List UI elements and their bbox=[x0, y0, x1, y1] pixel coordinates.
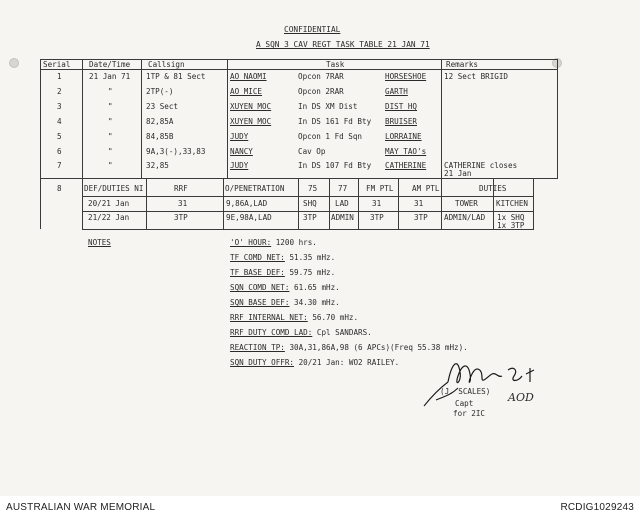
duties-cell: ADMIN/LAD bbox=[444, 213, 486, 222]
document-title: A SQN 3 CAV REGT TASK TABLE 21 JAN 71 bbox=[256, 40, 430, 49]
note-label: SQN BASE DEF: bbox=[230, 298, 290, 307]
row-callsign: 82,85A bbox=[146, 117, 174, 126]
note-line bbox=[230, 238, 317, 247]
row-task-location: HORSESHOE bbox=[385, 72, 427, 81]
table-rule bbox=[146, 178, 147, 230]
duties-cell: 3TP bbox=[414, 213, 428, 222]
table-rule bbox=[40, 69, 558, 70]
row-task-location: MAY TAO's bbox=[385, 147, 427, 156]
note-value: Cpl SANDARS. bbox=[316, 328, 372, 337]
duties-serial: 8 bbox=[57, 184, 62, 193]
col-header-task: Task bbox=[326, 60, 345, 69]
note-label: 'O' HOUR: bbox=[230, 238, 272, 247]
duties-cell: 3TP bbox=[174, 213, 188, 222]
row-task: In DS XM Dist bbox=[298, 102, 358, 111]
note-label: SQN DUTY OFFR: bbox=[230, 358, 295, 367]
note-line bbox=[230, 328, 372, 337]
duties-cell: TOWER bbox=[455, 199, 478, 208]
duties-cell: KITCHEN bbox=[496, 199, 529, 208]
duties-header: DUTIES bbox=[479, 184, 507, 193]
table-rule bbox=[82, 178, 83, 230]
row-callsign: 23 Sect bbox=[146, 102, 179, 111]
signatory-role: for 2IC bbox=[453, 409, 486, 418]
row-task: In DS 161 Fd Bty bbox=[298, 117, 372, 126]
row-serial: 4 bbox=[57, 117, 62, 126]
duties-cell: 9E,98A,LAD bbox=[226, 213, 272, 222]
row-task-callsign: XUYEN MOC bbox=[230, 117, 272, 126]
duties-header: 77 bbox=[338, 184, 348, 193]
duties-header: 75 bbox=[308, 184, 318, 193]
row-task-location: DIST HQ bbox=[385, 102, 418, 111]
note-label: TF BASE DEF: bbox=[230, 268, 285, 277]
table-rule bbox=[82, 211, 534, 212]
table-rule bbox=[82, 59, 83, 179]
classification-label: CONFIDENTIAL bbox=[284, 25, 341, 34]
row-task-location: GARTH bbox=[385, 87, 408, 96]
duties-cell: 3TP bbox=[303, 213, 317, 222]
duties-cell: 21/22 Jan bbox=[88, 213, 130, 222]
duties-header: AM PTL bbox=[412, 184, 440, 193]
note-line bbox=[230, 268, 335, 277]
row-task: Opcon 7RAR bbox=[298, 72, 344, 81]
row-task-callsign: AO NAOMI bbox=[230, 72, 267, 81]
archive-id: RCDIG1029243 bbox=[560, 502, 634, 513]
note-value: 61.65 mHz. bbox=[294, 283, 340, 292]
duties-header: DEF/DUTIES NI bbox=[84, 184, 144, 193]
row-task: Opcon 1 Fd Sqn bbox=[298, 132, 363, 141]
duties-header: RRF bbox=[174, 184, 188, 193]
note-label: TF COMD NET: bbox=[230, 253, 285, 262]
row-task-callsign: JUDY bbox=[230, 132, 249, 141]
row-task: In DS 107 Fd Bty bbox=[298, 161, 372, 170]
table-rule bbox=[557, 59, 558, 179]
duties-cell: 9,86A,LAD bbox=[226, 199, 268, 208]
signatory-rank: Capt bbox=[455, 399, 474, 408]
note-value: 56.70 mHz. bbox=[312, 313, 359, 322]
row-remarks: CATHERINE closes bbox=[444, 161, 518, 170]
row-serial: 1 bbox=[57, 72, 62, 81]
table-rule bbox=[533, 178, 534, 230]
note-value: 20/21 Jan: WO2 RAILEY. bbox=[298, 358, 400, 367]
row-task-location: CATHERINE bbox=[385, 161, 427, 170]
row-task-location: LORRAINE bbox=[385, 132, 422, 141]
note-label: RRF DUTY COMD LAD: bbox=[230, 328, 313, 337]
row-task-callsign: XUYEN MOC bbox=[230, 102, 272, 111]
note-value: 59.75 mHz. bbox=[289, 268, 336, 277]
table-rule bbox=[82, 229, 534, 230]
handwritten-note: AOD bbox=[508, 391, 534, 404]
punch-hole bbox=[9, 58, 19, 68]
row-date: " bbox=[108, 161, 113, 170]
table-rule bbox=[40, 178, 558, 179]
archive-footer bbox=[0, 496, 640, 518]
row-remarks: 12 Sect BRIGID bbox=[444, 72, 509, 81]
note-value: 34.30 mHz. bbox=[294, 298, 340, 307]
row-date: " bbox=[108, 87, 113, 96]
row-date: " bbox=[108, 117, 113, 126]
note-value: 30A,31,86A,98 (6 APCs)(Freq 55.38 mHz). bbox=[289, 343, 468, 352]
archive-name: AUSTRALIAN WAR MEMORIAL bbox=[6, 502, 156, 513]
signature-scribble bbox=[418, 352, 558, 412]
signatory-name: (J. SCALES) bbox=[440, 387, 491, 396]
col-header-serial: Serial bbox=[43, 60, 71, 69]
duties-cell: 31 bbox=[178, 199, 188, 208]
row-serial: 6 bbox=[57, 147, 62, 156]
col-header-callsign: Callsign bbox=[148, 60, 185, 69]
duties-header: O/PENETRATION bbox=[225, 184, 285, 193]
note-value: 1200 hrs. bbox=[275, 238, 317, 247]
table-rule bbox=[227, 59, 228, 179]
table-rule bbox=[40, 59, 41, 229]
table-rule bbox=[82, 196, 534, 197]
note-label: REACTION TP: bbox=[230, 343, 285, 352]
duties-cell: 31 bbox=[414, 199, 424, 208]
note-line bbox=[230, 313, 358, 322]
duties-cell: 31 bbox=[372, 199, 382, 208]
row-callsign: 1TP & 81 Sect bbox=[146, 72, 206, 81]
row-date: " bbox=[108, 102, 113, 111]
row-task-callsign: AO MICE bbox=[230, 87, 263, 96]
duties-cell: 3TP bbox=[370, 213, 384, 222]
row-task-callsign: JUDY bbox=[230, 161, 249, 170]
row-date: 21 Jan 71 bbox=[89, 72, 131, 81]
row-serial: 5 bbox=[57, 132, 62, 141]
row-task-location: BRUISER bbox=[385, 117, 418, 126]
row-task-callsign: NANCY bbox=[230, 147, 253, 156]
col-header-date: Date/Time bbox=[89, 60, 131, 69]
row-callsign: 2TP(-) bbox=[146, 87, 174, 96]
note-label: RRF INTERNAL NET: bbox=[230, 313, 308, 322]
row-serial: 7 bbox=[57, 161, 62, 170]
duties-cell: SHQ bbox=[303, 199, 317, 208]
note-label: SQN COMD NET: bbox=[230, 283, 290, 292]
table-rule bbox=[358, 178, 359, 230]
row-serial: 2 bbox=[57, 87, 62, 96]
table-rule bbox=[441, 178, 442, 230]
table-rule bbox=[398, 178, 399, 230]
table-rule bbox=[141, 59, 142, 179]
duties-header: FM PTL bbox=[366, 184, 394, 193]
row-callsign: 9A,3(-),33,83 bbox=[146, 147, 206, 156]
row-callsign: 32,85 bbox=[146, 161, 169, 170]
row-callsign: 84,85B bbox=[146, 132, 174, 141]
duties-cell: 1x 3TP bbox=[497, 221, 525, 230]
duties-cell: LAD bbox=[335, 199, 349, 208]
note-line bbox=[230, 283, 340, 292]
duties-cell: 1x SHQ bbox=[497, 213, 525, 222]
row-date: " bbox=[108, 132, 113, 141]
row-date: " bbox=[108, 147, 113, 156]
note-line bbox=[230, 358, 399, 367]
table-rule bbox=[441, 59, 442, 179]
note-line bbox=[230, 253, 335, 262]
row-task: Opcon 2RAR bbox=[298, 87, 344, 96]
table-rule bbox=[223, 178, 224, 230]
row-remarks: 21 Jan bbox=[444, 169, 472, 178]
row-task: Cav Op bbox=[298, 147, 326, 156]
notes-heading: NOTES bbox=[88, 238, 111, 247]
note-line bbox=[230, 343, 468, 352]
duties-cell: 20/21 Jan bbox=[88, 199, 130, 208]
row-serial: 3 bbox=[57, 102, 62, 111]
col-header-remarks: Remarks bbox=[446, 60, 479, 69]
table-rule bbox=[329, 178, 330, 230]
duties-cell: ADMIN bbox=[331, 213, 354, 222]
table-rule bbox=[298, 178, 299, 230]
note-value: 51.35 mHz. bbox=[289, 253, 336, 262]
note-line bbox=[230, 298, 340, 307]
